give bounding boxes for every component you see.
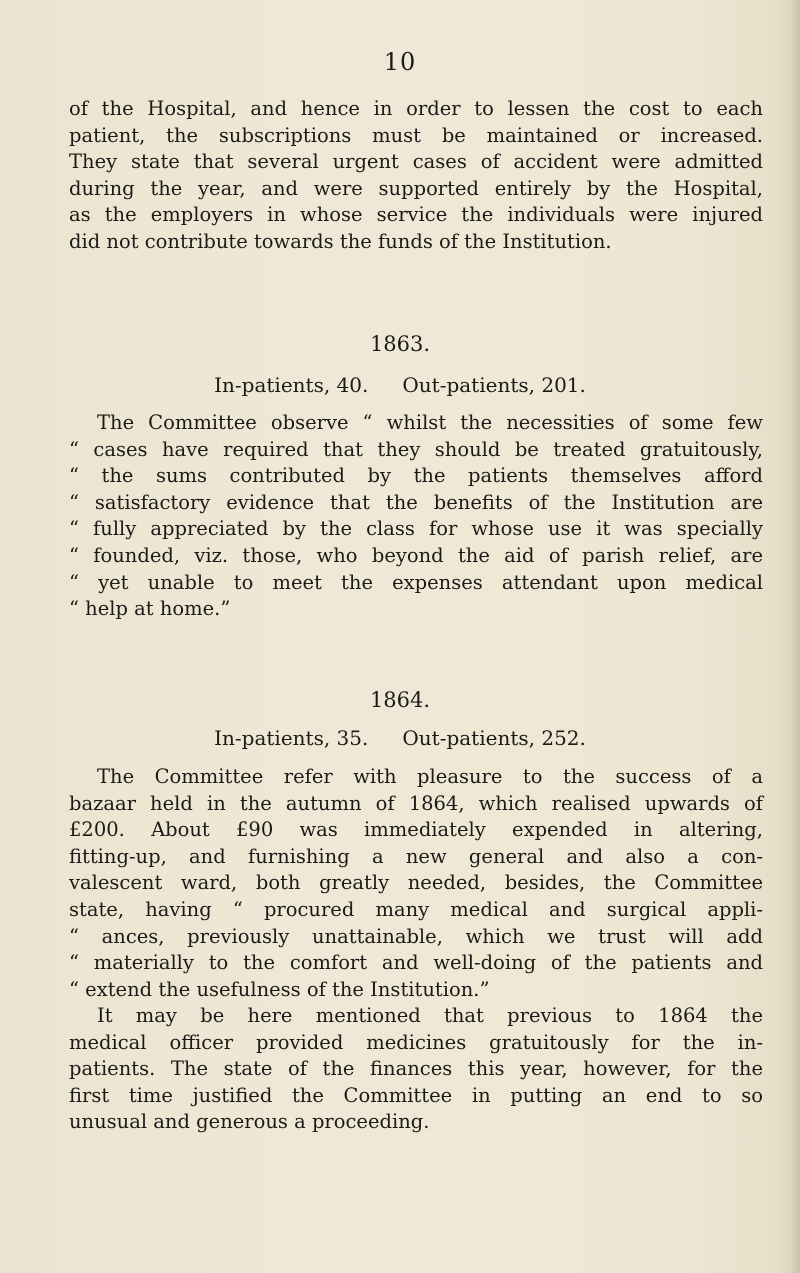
text-line: bazaar held in the autumn of 1864, which realised upwards of	[69, 791, 763, 815]
text-line: £200. About £90 was immediately expended in altering,	[69, 818, 763, 842]
text-line: “ help at home.”	[69, 597, 231, 621]
text-line: “ founded, viz. those, who beyond the aid of parish relief, are	[69, 543, 763, 567]
outpatients-count: Out-patients, 252.	[402, 726, 586, 750]
text-line: It may be here mentioned that previous to 1864 the	[97, 1004, 763, 1027]
text-line: “ ances, previously unattainable, which we trust will add	[69, 924, 763, 948]
text-line: first time justified the Committee in putting an end to so	[69, 1083, 763, 1107]
text-line: did not contribute towards the funds of the Institution.	[69, 229, 612, 253]
text-line: state, having “ procured many medical and surgical appli-	[69, 897, 763, 921]
text-line: as the employers in whose service the individuals were injured	[69, 203, 763, 227]
page-number: 10	[383, 48, 417, 76]
text-line: during the year, and were supported entirely by the Hospital,	[69, 176, 763, 200]
paragraph-1863	[69, 410, 763, 623]
text-line: patients. The state of the finances this year, however, for the	[69, 1057, 763, 1081]
text-line: “ materially to the comfort and well-doing of the patients and	[69, 951, 763, 975]
intro-paragraph	[69, 96, 763, 256]
text-line: fitting-up, and furnishing a new general and also a con-	[69, 844, 763, 868]
text-line: “ fully appreciated by the class for whose use it was specially	[69, 517, 763, 541]
outpatients-count: Out-patients, 201.	[402, 373, 586, 397]
year-heading-1863: 1863.	[369, 332, 431, 356]
text-line: unusual and generous a proceeding.	[69, 1110, 430, 1134]
text-line: The Committee refer with pleasure to the success of a	[97, 765, 763, 788]
text-line: valescent ward, both greatly needed, besides, the Committee	[69, 871, 763, 895]
text-line: “ satisfactory evidence that the benefits of the Institution are	[69, 490, 763, 514]
page-edge-shadow	[790, 0, 800, 1273]
text-line: medical officer provided medicines gratuitously for the in-	[69, 1030, 763, 1054]
text-line: “ yet unable to meet the expenses attendant upon medical	[69, 570, 763, 594]
text-line: patient, the subscriptions must be maintained or increased.	[69, 123, 763, 147]
paragraph-1864-continued	[69, 1003, 763, 1136]
year-heading-1864: 1864.	[369, 688, 431, 712]
text-line: The Committee observe “ whilst the necessities of some few	[97, 411, 763, 434]
inpatients-count: In-patients, 35.	[214, 726, 369, 750]
text-line: “ cases have required that they should be treated gratuitously,	[69, 437, 763, 461]
patient-stats-1863	[0, 373, 800, 397]
text-line: “ the sums contributed by the patients themselves afford	[69, 464, 763, 488]
inpatients-count: In-patients, 40.	[214, 373, 369, 397]
patient-stats-1864	[0, 726, 800, 750]
paragraph-1864	[69, 764, 763, 1003]
text-line: They state that several urgent cases of accident were admitted	[69, 150, 763, 174]
text-line: “ extend the usefulness of the Institution.”	[69, 977, 490, 1001]
text-line: of the Hospital, and hence in order to lessen the cost to each	[69, 97, 763, 120]
